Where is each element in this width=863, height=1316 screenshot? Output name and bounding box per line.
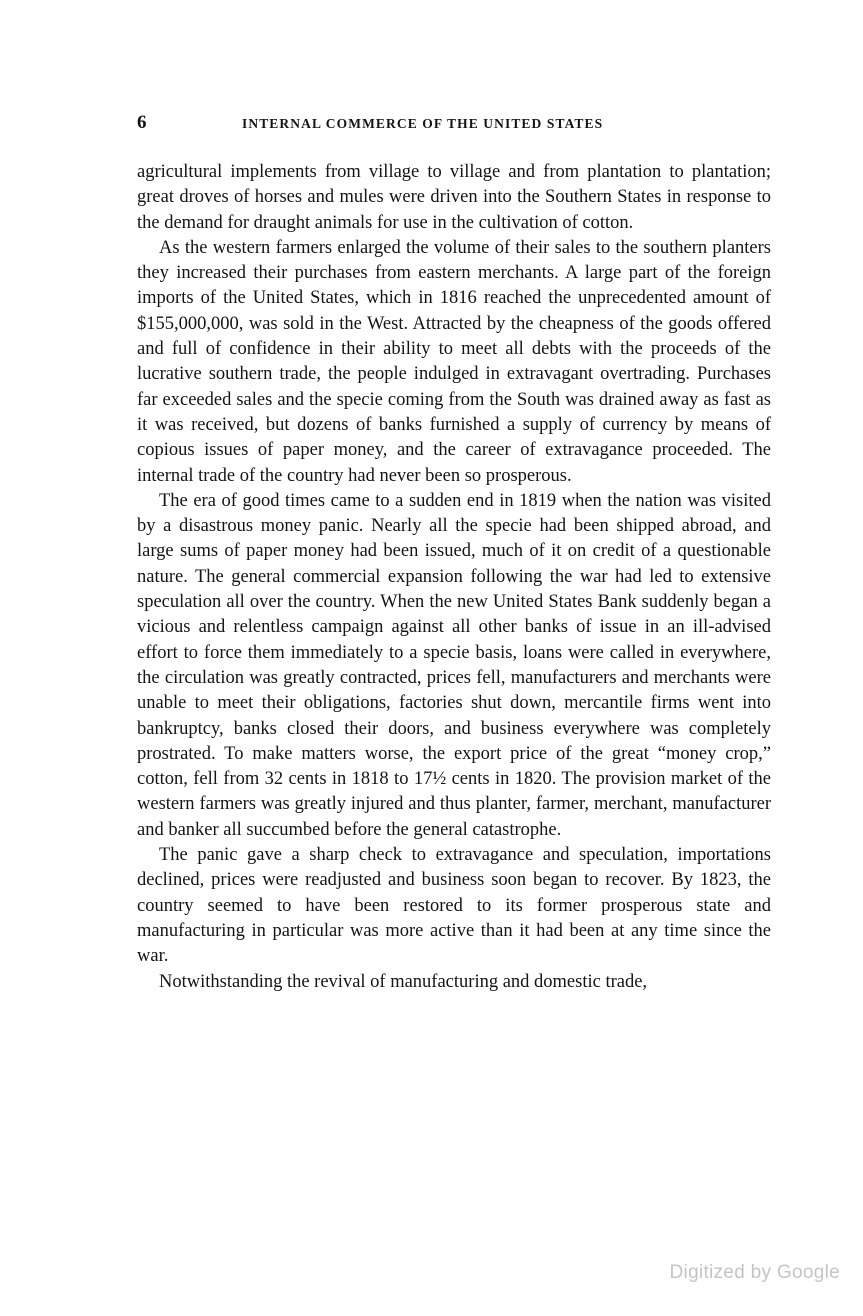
running-title: INTERNAL COMMERCE OF THE UNITED STATES — [242, 116, 604, 131]
body-text — [137, 160, 771, 995]
paragraph: As the western farmers enlarged the volume of their sales to the southern planters they increased their purchases from eastern merchants. A large part of the foreign imports of the United States, which in 1816 reached the unprecedented amount of $155,000,000, was sold in the West. Attracted by the cheapness of the goods offered and full of confidence in their ability to meet all debts with the proceeds of the lucrative southern trade, the people indulged in extravagant overtrading. Purchases far exceeded sales and the specie coming from the South was drained away as fast as it was received, but dozens of banks furnished a supply of currency by means of copious issues of paper money, and the career of extravagance proceeded. The internal trade of the country had never been so prosperous. — [137, 237, 771, 486]
page-number: 6 — [137, 112, 147, 133]
paragraph: The era of good times came to a sudden end in 1819 when the nation was visited by a disastrous money panic. Nearly all the specie had been shipped abroad, and large sums of paper money had been issued, much of it on credit of a questionable nature. The general commercial expansion following the war had led to extensive speculation all over the country. When the new United States Bank suddenly began a vicious and relentless campaign against all other banks of issue in an ill-advised effort to force them immediately to a specie basis, loans were called in everywhere, the circulation was greatly contracted, prices fell, manufacturers and merchants were unable to meet their obligations, factories shut down, mercantile firms went into bankruptcy, banks closed their doors, and business everywhere was completely prostrated. To make matters worse, the export price of the great “money crop,” cotton, fell from 32 cents in 1818 to 17½ cents in 1820. The provision market of the western farmers was greatly injured and thus planter, farmer, merchant, manufacturer and banker all succumbed before the general catastrophe. — [137, 490, 771, 840]
paragraph: Notwithstanding the revival of manufacturing and domestic trade, — [159, 971, 648, 992]
digitization-watermark: Digitized by Google — [669, 1262, 840, 1283]
paragraph: The panic gave a sharp check to extravagance and speculation, importations declined, prices were readjusted and business soon began to recover. By 1823, the country seemed to have been restored to its former prosperous state and manufacturing in particular was more active than it had been at any time since the war. — [137, 845, 771, 967]
paragraph-continued: agricultural implements from village to village and from plantation to plantation; great droves of horses and mules were driven into the Southern States in response to the demand for draught animals for use in the cultivation of cotton. — [137, 162, 771, 233]
running-head — [137, 113, 771, 135]
